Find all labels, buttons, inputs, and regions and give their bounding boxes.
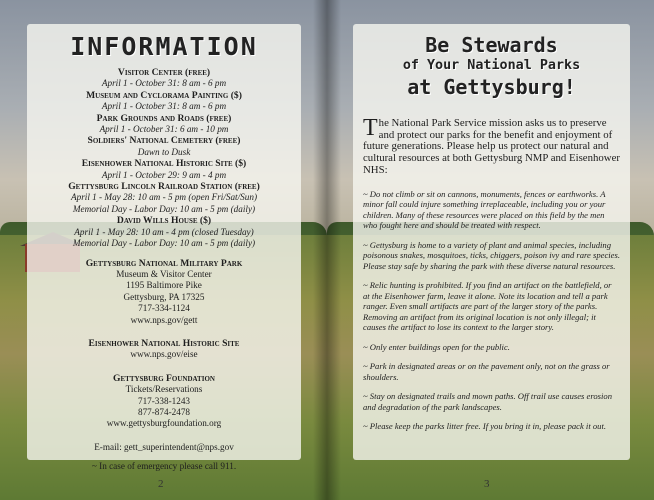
contact-line: 1195 Baltimore Pike: [126, 280, 202, 291]
contact-line: 877-874-2478: [137, 406, 191, 417]
contact-line: 717-334-1124: [138, 303, 190, 314]
hours-line: April 1 - May 28: 10 am - 5 pm (open Fri/Sat/Sun): [70, 192, 258, 203]
title-line: at Gettysburg!: [407, 75, 576, 99]
contact-link: www.nps.gov/eise: [130, 349, 198, 360]
hours-line: Dawn to Dusk: [137, 146, 191, 157]
intro-paragraph: [363, 115, 620, 177]
hours-name: Soldiers' National Cemetery (free): [87, 135, 241, 147]
rule-item: ~ Relic hunting is prohibited. If you find an artifact on the battlefield, or at the Eisenhower farm, leave it alone. Note its location and tell a park ranger. Even small artifacts are part of the larger story of the parks. Removing an artifact from its original location is not only illegal; it causes the artifact to lose its context to the larger story.: [363, 280, 612, 333]
contact-line: Museum & Visitor Center: [116, 268, 212, 279]
hours-name: Museum and Cyclorama Painting ($): [86, 89, 242, 101]
contact-link: www.nps.gov/gett: [130, 314, 198, 325]
rule-item: ~ Only enter buildings open for the public.: [363, 341, 510, 352]
rule-item: ~ Gettysburg is home to a variety of plant and animal species, including poisonous snakes, mosquitoes, ticks, chiggers, poison ivy and rare species. Please stay safe by sharing the park with these diverse natural resources.: [363, 239, 620, 271]
rule-item: ~ Park in designated areas or on the pavement only, not on the grass or shoulders.: [363, 361, 610, 382]
rule-item: ~ Do not climb or sit on cannons, monuments, fences or earthworks. A minor fall could injure something irreplaceable, including you or your children. Many of these resources were placed on this field by the men who fought here and should be treated with respect.: [363, 188, 606, 231]
hours-name: Eisenhower National Historic Site ($): [81, 158, 247, 170]
title-line: Be Stewards: [425, 33, 558, 57]
hours-name: Gettysburg Lincoln Railroad Station (free): [68, 181, 260, 193]
title-line: of Your National Parks: [402, 58, 581, 73]
hours-list: [27, 67, 301, 473]
page-fold-shadow: [313, 0, 327, 500]
stewardship-title: [353, 32, 630, 100]
contact-line: Tickets/Reservations: [125, 384, 203, 395]
contact-line: Gettysburg, PA 17325: [123, 291, 205, 302]
email-line: E-mail: gett_superintendent@nps.gov: [94, 441, 234, 452]
page-number: 2: [158, 478, 164, 490]
hours-line: Memorial Day - Labor Day: 10 am - 5 pm (daily): [72, 203, 256, 214]
hours-line: April 1 - May 28: 10 am - 4 pm (closed Tuesday): [74, 226, 254, 237]
information-title: INFORMATION: [70, 32, 258, 61]
contact-line: 717-338-1243: [137, 395, 191, 406]
page-number: 3: [484, 478, 490, 490]
hours-line: Memorial Day - Labor Day: 10 am - 5 pm (daily): [72, 238, 256, 249]
hours-line: April 1 - October 31: 8 am - 6 pm: [101, 78, 227, 89]
brochure-page-right: [327, 0, 654, 500]
hours-line: April 1 - October 31: 8 am - 6 pm: [101, 101, 227, 112]
hours-line: April 1 - October 29: 9 am - 4 pm: [101, 169, 227, 180]
stewardship-panel: [353, 24, 630, 460]
information-panel: [27, 24, 301, 472]
contact-link: www.gettysburgfoundation.org: [106, 418, 222, 429]
hours-name: David Wills House ($): [116, 215, 212, 227]
rule-item: ~ Stay on designated trails and mown paths. Off trail use causes erosion and degradation of the park landscapes.: [363, 391, 613, 412]
contact-name: Gettysburg Foundation: [113, 372, 215, 384]
rules-list: [363, 189, 620, 432]
page-fold-shadow: [327, 0, 341, 500]
rule-item: ~ Please keep the parks litter free. If you bring it in, please pack it out.: [363, 421, 606, 432]
hours-line: April 1 - October 31: 6 am - 10 pm: [99, 124, 229, 135]
contact-name: Eisenhower National Historic Site: [88, 337, 240, 349]
intro-text: he National Park Service mission asks us to preserve and protect our parks for the benefit and enjoyment of future generations. Please help us protect our natural and cultural resources at both Gettysburg NMP and Eisenhower NHS:: [363, 117, 620, 176]
hours-name: Visitor Center (free): [117, 67, 211, 78]
contact-name: Gettysburg National Military Park: [85, 257, 243, 269]
drop-cap: T: [363, 115, 378, 141]
emergency-line: ~ In case of emergency please call 911.: [91, 461, 237, 472]
hours-name: Park Grounds and Roads (free): [96, 112, 232, 124]
